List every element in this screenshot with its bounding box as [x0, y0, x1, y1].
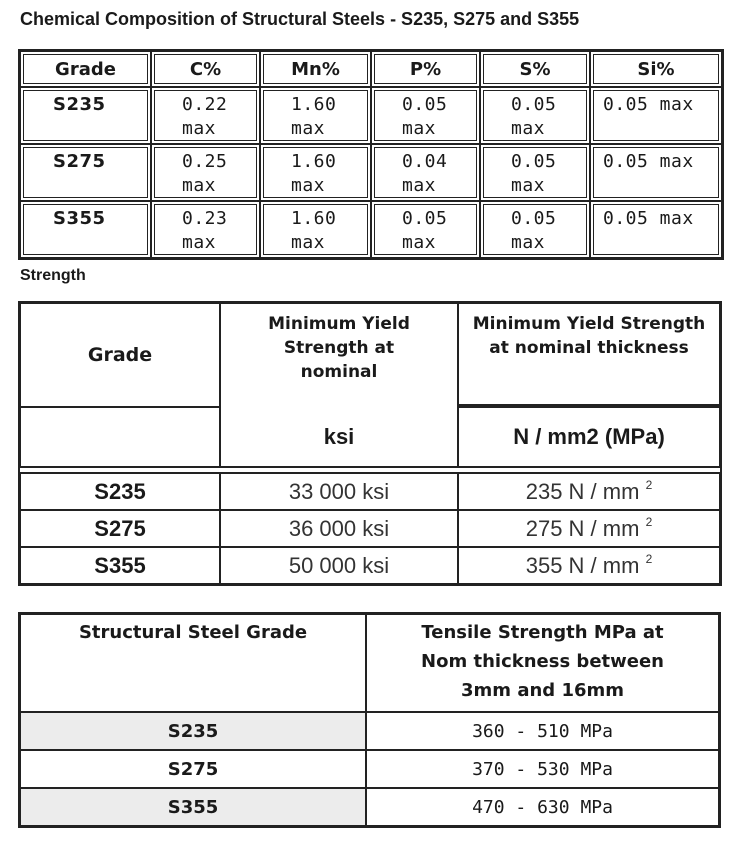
column-header-grade: Grade: [20, 51, 151, 87]
table-row: [20, 750, 719, 788]
chemical-composition-table: [18, 49, 724, 260]
column-header-mn: Mn%: [260, 51, 371, 87]
unit-ksi: ksi: [220, 407, 458, 467]
s-cell: [480, 201, 590, 258]
column-header-si: Si%: [590, 51, 722, 87]
table-row: [20, 788, 719, 826]
mn-max: max: [291, 175, 326, 196]
grade-cell: S355: [20, 201, 151, 258]
header-line: Nom thickness between: [421, 651, 664, 672]
table-row: [20, 547, 720, 584]
s-cell: [480, 144, 590, 201]
mpa-value: 275 N / mm: [525, 516, 640, 541]
c-value: 0.23: [182, 208, 228, 229]
table-header-row: [20, 614, 719, 712]
ksi-cell: 50 000 ksi: [220, 547, 458, 584]
superscript: 2: [645, 478, 653, 492]
table-row: [20, 712, 719, 750]
ksi-cell: 36 000 ksi: [220, 510, 458, 547]
s-cell: [480, 87, 590, 144]
grade-cell: S235: [20, 473, 220, 510]
table-row: [20, 87, 722, 144]
p-cell: [371, 144, 480, 201]
c-value: 0.25: [182, 151, 228, 172]
grade-cell: S275: [20, 750, 366, 788]
column-header-s: S%: [480, 51, 590, 87]
superscript: 2: [645, 552, 653, 566]
grade-cell: S355: [20, 547, 220, 584]
table-header-row: [20, 51, 722, 87]
tensile-cell: 470 - 630 MPa: [366, 788, 719, 826]
p-max: max: [402, 118, 437, 139]
section-title-strength: Strength: [20, 267, 86, 284]
p-value: 0.05: [402, 94, 448, 115]
table-header-row: [20, 303, 720, 407]
p-max: max: [402, 175, 437, 196]
s-value: 0.05: [511, 208, 557, 229]
grade-cell: S355: [20, 788, 366, 826]
column-header-p: P%: [371, 51, 480, 87]
table-row: [20, 144, 722, 201]
c-cell: [151, 201, 260, 258]
mn-max: max: [291, 232, 326, 253]
header-line: 3mm and 16mm: [461, 680, 625, 701]
tensile-cell: 360 - 510 MPa: [366, 712, 719, 750]
c-cell: [151, 144, 260, 201]
mpa-value: 235 N / mm: [525, 479, 640, 504]
s-max: max: [511, 118, 546, 139]
p-value: 0.04: [402, 151, 448, 172]
table-row: [20, 473, 720, 510]
s-value: 0.05: [511, 94, 557, 115]
mpa-cell: [458, 547, 720, 584]
p-cell: [371, 201, 480, 258]
s-max: max: [511, 232, 546, 253]
s-value: 0.05: [511, 151, 557, 172]
c-value: 0.22: [182, 94, 228, 115]
tensile-strength-table: [18, 612, 721, 828]
mn-value: 1.60: [291, 208, 337, 229]
column-header-yield-mpa: Minimum Yield Strength at nominal thickness: [458, 303, 720, 407]
c-max: max: [182, 118, 217, 139]
p-max: max: [402, 232, 437, 253]
column-header-c: C%: [151, 51, 260, 87]
c-max: max: [182, 232, 217, 253]
si-cell: 0.05 max: [590, 201, 722, 258]
page-title: Chemical Composition of Structural Steels - S235, S275 and S355: [20, 9, 580, 29]
mn-value: 1.60: [291, 94, 337, 115]
empty-cell: [20, 407, 220, 467]
p-cell: [371, 87, 480, 144]
p-value: 0.05: [402, 208, 448, 229]
mpa-cell: [458, 473, 720, 510]
c-cell: [151, 87, 260, 144]
mn-cell: [260, 201, 371, 258]
unit-row: [20, 407, 720, 467]
tensile-cell: 370 - 530 MPa: [366, 750, 719, 788]
superscript: 2: [645, 515, 653, 529]
column-header-tensile: [366, 614, 719, 712]
mpa-value: 355 N / mm: [525, 553, 640, 578]
mn-value: 1.60: [291, 151, 337, 172]
si-cell: 0.05 max: [590, 144, 722, 201]
grade-cell: S275: [20, 510, 220, 547]
ksi-cell: 33 000 ksi: [220, 473, 458, 510]
grade-cell: S235: [20, 712, 366, 750]
column-header-grade: Grade: [20, 303, 220, 407]
table-row: [20, 201, 722, 258]
column-header-yield-ksi: Minimum Yield Strength at nominal: [220, 303, 458, 407]
table-row: [20, 510, 720, 547]
grade-cell: S235: [20, 87, 151, 144]
grade-cell: S275: [20, 144, 151, 201]
mn-cell: [260, 144, 371, 201]
column-header-grade: Structural Steel Grade: [20, 614, 366, 712]
unit-mpa: N / mm2 (MPa): [458, 407, 720, 467]
yield-strength-table: [18, 301, 722, 586]
s-max: max: [511, 175, 546, 196]
header-line: Tensile Strength MPa at: [421, 622, 664, 643]
si-cell: 0.05 max: [590, 87, 722, 144]
mpa-cell: [458, 510, 720, 547]
mn-cell: [260, 87, 371, 144]
mn-max: max: [291, 118, 326, 139]
c-max: max: [182, 175, 217, 196]
